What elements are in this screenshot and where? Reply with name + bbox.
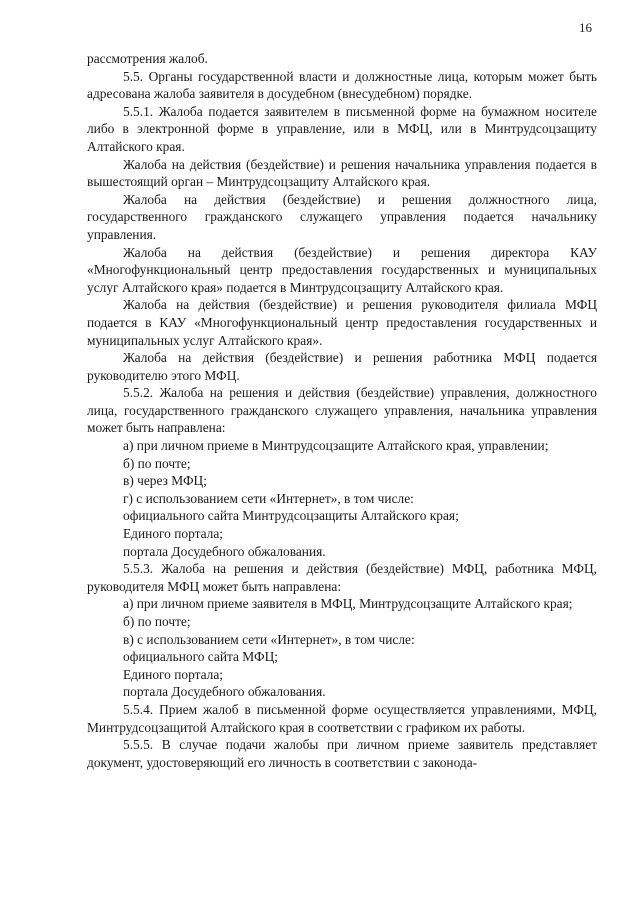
list-item: в) с использованием сети «Интернет», в том числе: <box>123 631 415 647</box>
list-item: Единого портала; <box>123 666 224 682</box>
paragraph: 5.5.2. Жалоба на решения и действия (бездействие) управления, должностного лица, государственного гражданского служащего управления, начальника управления может быть направлена: <box>87 385 597 436</box>
list-item: Единого портала; <box>123 526 224 542</box>
document-body <box>87 50 597 771</box>
paragraph: рассмотрения жалоб. <box>87 51 208 66</box>
list-item: б) по почте; <box>123 455 191 471</box>
paragraph: 5.5. Органы государственной власти и должностные лица, которым может быть адресована жалоба заявителя в досудебном (внесудебном) порядке. <box>87 68 597 102</box>
list-item: г) с использованием сети «Интернет», в том числе: <box>123 490 414 506</box>
list-item: официального сайта Минтрудсоцзащиты Алтайского края; <box>123 508 459 524</box>
list-item: в) через МФЦ; <box>123 473 207 489</box>
list-item: официального сайта МФЦ; <box>123 649 279 665</box>
paragraph: 5.5.4. Прием жалоб в письменной форме осуществляется управлениями, МФЦ, Минтрудсоцзащитой Алтайского края в соответствии с графиком их работы. <box>87 701 597 735</box>
list-item: а) при личном приеме в Минтрудсоцзащите Алтайского края, управлении; <box>123 438 549 454</box>
paragraph: Жалоба на действия (бездействие) и решения работника МФЦ подается руководителю этого МФЦ. <box>87 350 597 383</box>
paragraph: Жалоба на действия (бездействие) и решения начальника управления подается в вышестоящий орган – Минтрудсоцзащиту Алтайского края. <box>87 156 597 190</box>
list-item: а) при личном приеме заявителя в МФЦ, Минтрудсоцзащите Алтайского края; <box>123 596 573 612</box>
paragraph: Жалоба на действия (бездействие) и решения должностного лица, государственного гражданского служащего управления подается начальнику управления. <box>87 191 597 242</box>
list-item: б) по почте; <box>123 614 191 629</box>
paragraph: Жалоба на действия (бездействие) и решения руководителя филиала МФЦ подается в КАУ «Многофункциональный центр предоставления государственных и муниципальных услуг Алтайского края». <box>87 297 597 348</box>
list-item: портала Досудебного обжалования. <box>123 684 326 700</box>
page-number: 16 <box>579 20 592 35</box>
paragraph: Жалоба на действия (бездействие) и решения директора КАУ «Многофункциональный центр предоставления государственных и муниципальных услуг Алтайского края» подается в Минтрудсоцзащиту Алтайского края. <box>87 244 597 295</box>
paragraph: 5.5.3. Жалоба на решения и действия (бездействие) МФЦ, работника МФЦ, руководителя МФЦ может быть направлена: <box>87 561 597 594</box>
list-item: портала Досудебного обжалования. <box>123 543 326 559</box>
paragraph: 5.5.1. Жалоба подается заявителем в письменной форме на бумажном носителе либо в электронной форме в управление, или в МФЦ, или в Минтрудсоцзащиту Алтайского края. <box>87 103 597 154</box>
paragraph: 5.5.5. В случае подачи жалобы при личном приеме заявитель представляет документ, удостоверяющий его личность в соответствии с законода- <box>87 737 597 770</box>
